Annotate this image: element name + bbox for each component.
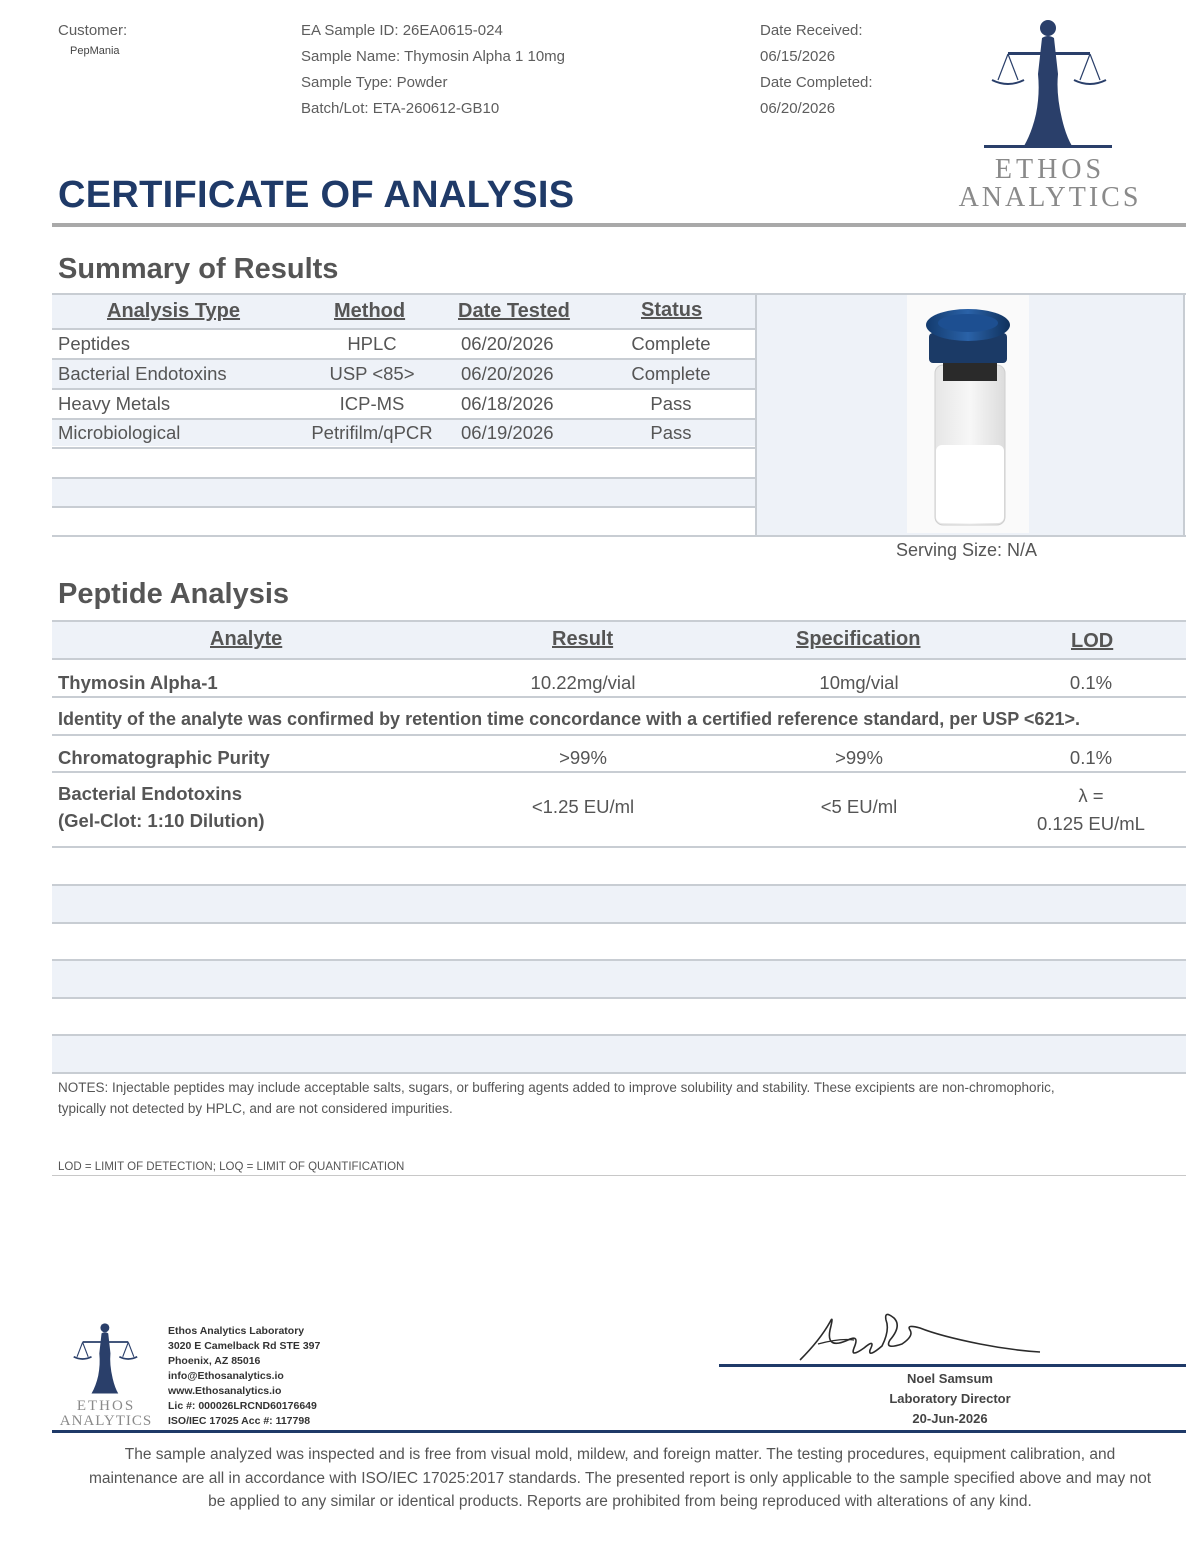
summary-title: Summary of Results [58, 253, 339, 285]
summary-row-1-date: 06/20/2026 [461, 333, 554, 354]
page-title: CERTIFICATE OF ANALYSIS [58, 174, 575, 216]
analyte-row-3-result: <1.25 EU/ml [531, 796, 635, 817]
peptide-title: Peptide Analysis [58, 578, 290, 610]
sample-image-panel [755, 295, 1185, 535]
date-received-label: Date Received: [760, 22, 863, 39]
summary-rule [52, 447, 755, 449]
peptide-header-lod: LOD [1071, 630, 1114, 652]
lab-license: Lic #: 000026LRCND60176649 [168, 1400, 317, 1412]
signatory-role: Laboratory Director [889, 1391, 1011, 1406]
summary-row-4-date: 06/19/2026 [461, 422, 554, 443]
notes-text-1: Injectable peptides may include acceptable salts, sugars, or buffering agents added to improve solubility and stability. These excipients are non-chromophoric, [112, 1080, 1055, 1095]
disclaimer [40, 1443, 1200, 1514]
notes-label: NOTES: [58, 1080, 109, 1095]
summary-rule [52, 477, 755, 479]
lab-name: Ethos Analytics Laboratory [168, 1325, 305, 1337]
analyte-row-3-name: Bacterial Endotoxins [58, 783, 243, 804]
summary-row-2-status: Complete [631, 363, 711, 384]
analyte-row-3-method: (Gel-Clot: 1:10 Dilution) [58, 810, 265, 831]
analyte-row-1-lod: 0.1% [1069, 672, 1113, 693]
footer-logo-text-ethos: ETHOS [76, 1398, 136, 1414]
sample-photo [907, 295, 1029, 533]
summary-rule [52, 506, 755, 508]
summary-rule [52, 328, 755, 330]
peptide-rule [52, 696, 1186, 698]
batch-lot: Batch/Lot: ETA-260612-GB10 [301, 100, 500, 117]
analyte-row-3-spec: <5 EU/ml [820, 796, 898, 817]
customer-label: Customer: [58, 22, 128, 39]
logo-text-analytics: ANALYTICS [958, 182, 1142, 213]
summary-row-2-date: 06/20/2026 [461, 363, 554, 384]
analyte-row-2-spec: >99% [835, 747, 883, 768]
sample-id: EA Sample ID: 26EA0615-024 [301, 22, 503, 39]
peptide-header-result: Result [552, 628, 614, 650]
date-received: 06/15/2026 [760, 48, 836, 65]
summary-rule [52, 418, 755, 420]
summary-header-type: Analysis Type [107, 300, 241, 322]
peptide-band [52, 886, 1186, 922]
signature-line [719, 1364, 1186, 1367]
handwritten-signature [790, 1300, 1050, 1370]
summary-bottom-rule [52, 535, 1186, 537]
analyte-row-3-lod-value: 0.125 EU/mL [1037, 813, 1145, 834]
summary-row-2-method: USP <85> [329, 363, 415, 384]
peptide-rule [52, 922, 1186, 924]
peptide-rule [52, 771, 1186, 773]
summary-row-4-type: Microbiological [58, 422, 181, 443]
peptide-band [52, 961, 1186, 997]
analyte-row-3-lod-label: λ = [1078, 785, 1104, 806]
customer-block [58, 18, 127, 58]
footer-logo-text-analytics: ANALYTICS [59, 1413, 153, 1429]
lab-contact [168, 1324, 320, 1429]
summary-row-3-type: Heavy Metals [58, 393, 171, 414]
lab-iso: ISO/IEC 17025 Acc #: 117798 [168, 1415, 311, 1427]
summary-row-4-status: Pass [650, 422, 692, 443]
notes-text-2: typically not detected by HPLC, and are not considered impurities. [58, 1101, 453, 1116]
disclaimer-line-2: maintenance are all in accordance with ISO/IEC 17025:2017 standards. The presented report is only applicable to the sample specified above and may not [88, 1469, 1152, 1487]
summary-header-method: Method [334, 300, 406, 322]
sample-type: Sample Type: Powder [301, 74, 448, 91]
customer-value: PepMania [70, 45, 120, 57]
signature-date: 20-Jun-2026 [912, 1411, 988, 1426]
signatory-name: Noel Samsum [907, 1371, 993, 1386]
notes-block [58, 1077, 1178, 1119]
disclaimer-line-1: The sample analyzed was inspected and is free from visual mold, mildew, and foreign matter. The testing procedures, equipment calibration, and [124, 1446, 1116, 1463]
disclaimer-line-3: be applied to any similar or identical products. Reports are prohibited from being reproduced with alterations of any kind. [208, 1493, 1032, 1510]
identity-note: Identity of the analyte was confirmed by retention time concordance with a certified reference standard, per USP <621>. [58, 709, 1080, 729]
lab-address-2: Phoenix, AZ 85016 [168, 1355, 261, 1367]
sample-info-block [301, 18, 565, 122]
footer-logo [50, 1320, 162, 1430]
summary-band [52, 478, 755, 506]
peptide-rule [52, 997, 1186, 999]
lab-address-1: 3020 E Camelback Rd STE 397 [168, 1340, 321, 1352]
summary-row-3-method: ICP-MS [339, 393, 405, 414]
dates-block [760, 18, 873, 122]
peptide-rule [52, 1072, 1186, 1074]
justice-scale-icon [950, 14, 1150, 154]
summary-header-status: Status [641, 299, 703, 321]
peptide-rule [52, 846, 1186, 848]
summary-row-2-type: Bacterial Endotoxins [58, 363, 227, 384]
sample-name: Sample Name: Thymosin Alpha 1 10mg [301, 48, 566, 65]
serving-size: Serving Size: N/A [896, 540, 1038, 560]
summary-row-1-type: Peptides [58, 333, 130, 354]
summary-row-3-date: 06/18/2026 [461, 393, 554, 414]
peptide-rule [52, 658, 1186, 660]
analyte-row-2-name: Chromatographic Purity [58, 747, 270, 768]
analyte-row-1-name: Thymosin Alpha-1 [58, 672, 218, 693]
vial-image [907, 295, 1029, 533]
footer-rule [52, 1430, 1186, 1433]
summary-row-1-method: HPLC [347, 333, 397, 354]
lod-definition: LOD = LIMIT OF DETECTION; LOQ = LIMIT OF QUANTIFICATION [58, 1161, 405, 1173]
summary-row-3-status: Pass [650, 393, 692, 414]
summary-rule [52, 358, 755, 360]
peptide-header-spec: Specification [796, 628, 921, 650]
analyte-row-2-lod: 0.1% [1069, 747, 1113, 768]
peptide-rule [52, 734, 1186, 736]
peptide-header-analyte: Analyte [210, 628, 283, 650]
title-rule [52, 223, 1186, 227]
date-completed: 06/20/2026 [760, 100, 836, 117]
analyte-row-2-result: >99% [559, 747, 607, 768]
date-completed-label: Date Completed: [760, 74, 873, 91]
peptide-band [52, 1036, 1186, 1072]
lab-email[interactable]: info@Ethosanalytics.io [168, 1370, 284, 1382]
notes-rule [52, 1175, 1186, 1176]
analyte-row-1-result: 10.22mg/vial [530, 672, 636, 693]
justice-scale-small-icon [50, 1320, 162, 1398]
summary-row-1-status: Complete [631, 333, 711, 354]
summary-rule [52, 388, 755, 390]
summary-row-4-method: Petrifilm/qPCR [311, 422, 433, 443]
signatory-block [800, 1369, 1100, 1429]
lab-website[interactable]: www.Ethosanalytics.io [168, 1385, 282, 1397]
summary-header-date: Date Tested [458, 300, 570, 322]
logo-text-ethos: ETHOS [994, 154, 1106, 185]
analyte-row-1-spec: 10mg/vial [819, 672, 899, 693]
ethos-logo [950, 14, 1150, 214]
